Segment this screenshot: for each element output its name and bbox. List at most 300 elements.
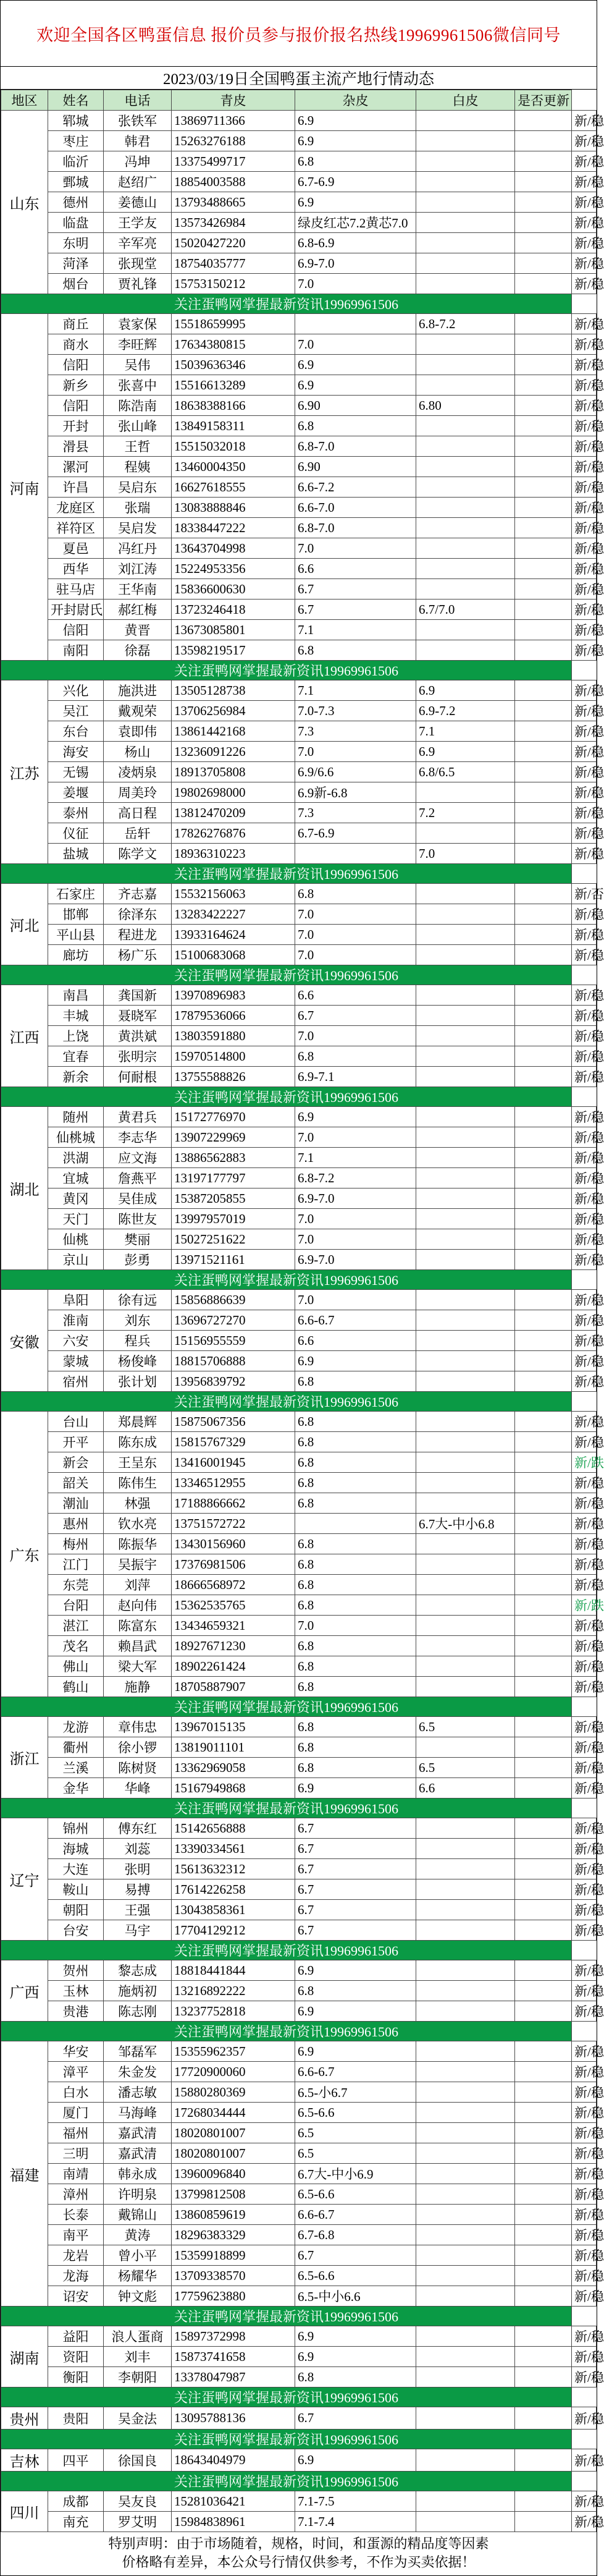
name-cell: 凌炳泉 [104,762,172,782]
mixed-shell-price-cell [416,192,515,213]
phone-cell: 15613632312 [172,1859,295,1879]
status-cell: 新/稳 [572,111,597,131]
green-shell-price-cell: 6.8 [295,1636,416,1656]
table-row [1,1514,597,1534]
green-shell-price-cell: 6.8 [295,1493,416,1514]
green-shell-price-cell: 6.8-7.2 [295,1168,416,1188]
white-shell-price-cell [515,1981,572,2001]
green-shell-price-cell: 6.5-6.6 [295,2266,416,2286]
white-shell-price-cell [515,1839,572,1859]
green-shell-price-cell: 6.8 [295,1758,416,1778]
status-cell: 新/稳 [572,1351,597,1371]
city-cell: 仪征 [48,823,104,844]
city-cell: 黄冈 [48,1188,104,1209]
name-cell: 施炳初 [104,1981,172,2001]
name-cell: 袁即伟 [104,721,172,742]
table-row [1,701,597,721]
green-shell-price-cell: 7.0 [295,1127,416,1148]
phone-cell: 13907229969 [172,1127,295,1148]
table-row [1,620,597,640]
mixed-shell-price-cell [416,884,515,904]
header-row [1,90,597,111]
table-row [1,1473,597,1493]
green-shell-price-cell: 6.7 [295,579,416,600]
white-shell-price-cell [515,1554,572,1575]
table-row [1,172,597,192]
white-shell-price-cell [515,782,572,803]
city-cell: 西华 [48,559,104,579]
white-shell-price-cell [515,1616,572,1636]
name-cell: 潘志敏 [104,2082,172,2103]
mixed-shell-price-cell [416,498,515,518]
city-cell: 南靖 [48,2164,104,2184]
phone-cell: 15355962357 [172,2041,295,2062]
green-shell-price-cell: 6.9新-6.8 [295,782,416,803]
status-cell: 新/稳 [572,2164,597,2184]
table-row [1,1310,597,1331]
status-cell: 新/稳 [572,2367,597,2387]
table-row [1,559,597,579]
status-cell: 新/稳 [572,1534,597,1554]
white-shell-price-cell [515,2347,572,2367]
status-cell: 新/稳 [572,274,597,294]
status-cell: 新/稳 [572,375,597,396]
name-cell: 高日程 [104,803,172,823]
phone-cell: 19802698000 [172,782,295,803]
mixed-shell-price-cell [416,334,515,355]
phone-cell: 13598219517 [172,640,295,661]
name-cell: 刘萍 [104,1575,172,1595]
table-row [1,2286,597,2307]
ad-banner-row [1,2430,597,2449]
green-shell-price-cell: 6.7 [295,1839,416,1859]
green-shell-price-cell: 6.8 [295,1575,416,1595]
name-cell: 吴佳成 [104,1188,172,1209]
phone-cell: 15532156063 [172,884,295,904]
mixed-shell-price-cell [416,2286,515,2307]
green-shell-price-cell: 7.1 [295,1148,416,1168]
mixed-shell-price-cell [416,2449,515,2472]
table-row [1,2512,597,2532]
name-cell: 吴振宇 [104,1554,172,1575]
city-cell: 宿州 [48,1371,104,1392]
white-shell-price-cell [515,131,572,151]
date-title: 2023/03/19日全国鸭蛋主流产地行情动态 [1,67,597,90]
price-table [1,90,604,2532]
name-cell: 周美玲 [104,782,172,803]
city-cell: 成都 [48,2491,104,2512]
header-region: 地区 [1,90,48,111]
name-cell: 杨广乐 [104,945,172,965]
status-cell: 新/稳 [572,396,597,416]
name-cell: 张明宗 [104,1046,172,1067]
region-cell: 江西 [1,985,48,1087]
city-cell: 惠州 [48,1514,104,1534]
table-row [1,1717,597,1737]
city-cell: 大连 [48,1859,104,1879]
green-shell-price-cell: 6.9 [295,1778,416,1799]
mixed-shell-price-cell [416,2326,515,2347]
status-cell: 新/稳 [572,1026,597,1046]
status-cell: 新/稳 [572,803,597,823]
green-shell-price-cell: 6.9 [295,131,416,151]
status-cell: 新/稳 [572,844,597,864]
white-shell-price-cell [515,985,572,1006]
phone-cell: 15753150212 [172,274,295,294]
city-cell: 衡阳 [48,2367,104,2387]
status-cell: 新/稳 [572,253,597,274]
name-cell: 张明 [104,1859,172,1879]
phone-cell: 13430156960 [172,1534,295,1554]
region-cell: 湖北 [1,1107,48,1270]
phone-cell: 13706256984 [172,701,295,721]
white-shell-price-cell [515,172,572,192]
white-shell-price-cell [515,1290,572,1310]
phone-cell: 18020801007 [172,2143,295,2164]
mixed-shell-price-cell [416,823,515,844]
phone-cell: 13886562883 [172,1148,295,1168]
table-row [1,1452,597,1473]
mixed-shell-price-cell: 6.8/6.5 [416,762,515,782]
green-shell-price-cell: 6.8 [295,1717,416,1737]
disclaimer-line-2: 价格略有差异，本公众号行情仅供参考，不作为买卖依据！ [122,2554,476,2570]
banner: 欢迎全国各区鸭蛋信息 报价员参与报价报名热线19969961506微信同号 [1,1,597,67]
ad-banner-row [1,1941,597,1960]
phone-cell: 13723246418 [172,600,295,620]
white-shell-price-cell [515,192,572,213]
header-mixed-shell: 杂皮 [295,90,416,111]
white-shell-price-cell [515,1127,572,1148]
ad-banner-row [1,2022,597,2041]
green-shell-price-cell: 6.7 [295,2245,416,2266]
mixed-shell-price-cell [416,111,515,131]
name-cell: 徐国良 [104,2449,172,2472]
white-shell-price-cell [515,2245,572,2266]
mixed-shell-price-cell [416,1250,515,1270]
phone-cell: 15359918899 [172,2245,295,2266]
city-cell: 南平 [48,2225,104,2245]
name-cell: 吴伟 [104,355,172,375]
green-shell-price-cell: 6.7 [295,1920,416,1941]
mixed-shell-price-cell [416,1981,515,2001]
status-cell: 新/稳 [572,1960,597,1981]
status-cell: 新/稳 [572,1006,597,1026]
table-row [1,1818,597,1839]
phone-cell: 15984838961 [172,2512,295,2532]
mixed-shell-price-cell [416,1148,515,1168]
name-cell: 冯红丹 [104,538,172,559]
status-cell: 新/稳 [572,1737,597,1758]
green-shell-price-cell: 6.5 [295,2123,416,2143]
name-cell: 姜德山 [104,192,172,213]
phone-cell: 18754035777 [172,253,295,274]
mixed-shell-price-cell [416,1006,515,1026]
phone-cell: 13860859619 [172,2205,295,2225]
city-cell: 华安 [48,2041,104,2062]
city-cell: 信阳 [48,396,104,416]
name-cell: 许明泉 [104,2184,172,2205]
city-cell: 厦门 [48,2103,104,2123]
name-cell: 聂晓军 [104,1006,172,1026]
white-shell-price-cell [515,2041,572,2062]
mixed-shell-price-cell [416,2001,515,2022]
green-shell-price-cell: 6.6-6.7 [295,1310,416,1331]
green-shell-price-cell: 6.8 [295,640,416,661]
white-shell-price-cell [515,1371,572,1392]
white-shell-price-cell [515,2286,572,2307]
city-cell: 诏安 [48,2286,104,2307]
name-cell: 张山峰 [104,416,172,436]
status-cell: 新/稳 [572,1575,597,1595]
city-cell: 商丘 [48,314,104,334]
green-shell-price-cell: 6.8 [295,1595,416,1616]
table-row [1,2449,597,2472]
green-shell-price-cell: 6.9-7.0 [295,253,416,274]
name-cell: 马海峰 [104,2103,172,2123]
phone-cell: 13970896983 [172,985,295,1006]
city-cell: 梅州 [48,1534,104,1554]
green-shell-price-cell: 6.8 [295,1473,416,1493]
phone-cell: 15815767329 [172,1432,295,1452]
green-shell-price-cell: 6.7-6.8 [295,2225,416,2245]
name-cell: 韩永成 [104,2164,172,2184]
status-cell: 新/稳 [572,1636,597,1656]
region-cell: 福建 [1,2041,48,2307]
white-shell-price-cell [515,2103,572,2123]
green-shell-price-cell [295,844,416,864]
status-cell: 新/稳 [572,2347,597,2367]
region-cell: 安徽 [1,1290,48,1392]
white-shell-price-cell [515,1452,572,1473]
green-shell-price-cell: 7.0 [295,742,416,762]
phone-cell: 13346512955 [172,1473,295,1493]
status-cell: 新/稳 [572,1412,597,1432]
green-shell-price-cell: 6.8 [295,1371,416,1392]
name-cell: 赖昌武 [104,1636,172,1656]
phone-cell: 15172776970 [172,1107,295,1127]
status-cell: 新/稳 [572,2286,597,2307]
green-shell-price-cell: 7.0 [295,945,416,965]
mixed-shell-price-cell [416,2143,515,2164]
white-shell-price-cell [515,1575,572,1595]
green-shell-price-cell: 6.9 [295,192,416,213]
status-cell: 新/稳 [572,1107,597,1127]
mixed-shell-price-cell: 6.5 [416,1758,515,1778]
table-row [1,1371,597,1392]
table-row [1,2062,597,2082]
name-cell: 陈东成 [104,1432,172,1452]
white-shell-price-cell [515,1737,572,1758]
phone-cell: 13390334561 [172,1839,295,1859]
status-cell: 新/稳 [572,1209,597,1229]
name-cell: 张铁军 [104,111,172,131]
city-cell: 天门 [48,1209,104,1229]
white-shell-price-cell [515,2143,572,2164]
green-shell-price-cell: 7.0 [295,925,416,945]
city-cell: 漳州 [48,2184,104,2205]
phone-cell: 18666568972 [172,1575,295,1595]
city-cell: 兰溪 [48,1758,104,1778]
table-row [1,1493,597,1514]
table-row [1,2184,597,2205]
ad-banner-row [1,1799,597,1818]
green-shell-price-cell: 6.8 [295,1534,416,1554]
city-cell: 鄄城 [48,172,104,192]
green-shell-price-cell: 6.9 [295,2001,416,2022]
green-shell-price-cell: 6.9 [295,355,416,375]
white-shell-price-cell [515,518,572,538]
status-cell: 新/稳 [572,2512,597,2532]
city-cell: 信阳 [48,620,104,640]
mixed-shell-price-cell [416,355,515,375]
table-row [1,1006,597,1026]
phone-cell: 17879536066 [172,1006,295,1026]
mixed-shell-price-cell [416,2225,515,2245]
green-shell-price-cell: 6.90 [295,396,416,416]
white-shell-price-cell [515,2266,572,2286]
name-cell: 黄晋 [104,620,172,640]
city-cell: 玉林 [48,1981,104,2001]
phone-cell: 13416001945 [172,1452,295,1473]
status-cell: 新/稳 [572,2062,597,2082]
green-shell-price-cell: 6.7 [295,600,416,620]
table-row [1,884,597,904]
phone-cell: 15020427220 [172,233,295,253]
white-shell-price-cell [515,477,572,498]
mixed-shell-price-cell [416,151,515,172]
city-cell: 白水 [48,2082,104,2103]
name-cell: 吴启发 [104,518,172,538]
phone-cell: 13378047987 [172,2367,295,2387]
mixed-shell-price-cell [416,2062,515,2082]
phone-cell: 13095788136 [172,2407,295,2430]
white-shell-price-cell [515,111,572,131]
white-shell-price-cell [515,1859,572,1879]
white-shell-price-cell [515,1331,572,1351]
city-cell: 福州 [48,2123,104,2143]
phone-cell: 18705887907 [172,1677,295,1697]
city-cell: 宜春 [48,1046,104,1067]
mixed-shell-price-cell [416,1026,515,1046]
name-cell: 华峰 [104,1778,172,1799]
name-cell: 吴启东 [104,477,172,498]
city-cell: 开平 [48,1432,104,1452]
name-cell: 岳轩 [104,823,172,844]
phone-cell: 15281036421 [172,2491,295,2512]
name-cell: 张计划 [104,1371,172,1392]
city-cell: 三明 [48,2143,104,2164]
status-cell: 新/稳 [572,680,597,701]
status-cell: 新/稳 [572,334,597,355]
city-cell: 洪湖 [48,1148,104,1168]
mixed-shell-price-cell [416,2491,515,2512]
table-row [1,1229,597,1250]
ad-banner-row [1,294,597,314]
table-row [1,192,597,213]
name-cell: 傅东红 [104,1818,172,1839]
mixed-shell-price-cell [416,1473,515,1493]
green-shell-price-cell: 6.7 [295,1818,416,1839]
white-shell-price-cell [515,416,572,436]
mixed-shell-price-cell: 6.9 [416,742,515,762]
status-cell: 新/稳 [572,457,597,477]
table-row [1,1127,597,1148]
region-cell: 广西 [1,1960,48,2022]
white-shell-price-cell [515,1514,572,1534]
ad-banner-row [1,1087,597,1107]
mixed-shell-price-cell [416,2512,515,2532]
city-cell: 祥符区 [48,518,104,538]
mixed-shell-price-cell [416,1960,515,1981]
status-cell: 新/稳 [572,1432,597,1452]
status-cell: 新/稳 [572,518,597,538]
mixed-shell-price-cell [416,233,515,253]
table-row [1,355,597,375]
green-shell-price-cell: 7.3 [295,803,416,823]
city-cell: 兴化 [48,680,104,701]
ad-banner-text: 关注蛋鸭网掌握最新资讯19969961506 [1,2387,572,2407]
white-shell-price-cell [515,1188,572,1209]
green-shell-price-cell [295,314,416,334]
table-row [1,2001,597,2022]
name-cell: 陈伟生 [104,1473,172,1493]
green-shell-price-cell: 6.8 [295,2367,416,2387]
green-shell-price-cell: 6.5-6.6 [295,2184,416,2205]
name-cell: 陈振华 [104,1534,172,1554]
name-cell: 刘丰 [104,2347,172,2367]
city-cell: 益阳 [48,2326,104,2347]
green-shell-price-cell: 6.8 [295,1432,416,1452]
green-shell-price-cell: 6.8 [295,1554,416,1575]
name-cell: 徐小锣 [104,1737,172,1758]
mixed-shell-price-cell [416,1677,515,1697]
status-cell: 新/稳 [572,538,597,559]
phone-cell: 17826276876 [172,823,295,844]
phone-cell: 18638388166 [172,396,295,416]
status-cell: 新/稳 [572,1067,597,1087]
name-cell: 程姨 [104,457,172,477]
green-shell-price-cell: 7.3 [295,721,416,742]
city-cell: 漯河 [48,457,104,477]
phone-cell: 13971521161 [172,1250,295,1270]
table-row [1,2367,597,2387]
green-shell-price-cell: 6.6-7.0 [295,498,416,518]
status-cell: 新/稳 [572,131,597,151]
table-row [1,1209,597,1229]
status-cell: 新/稳 [572,2103,597,2123]
phone-cell: 15970514800 [172,1046,295,1067]
white-shell-price-cell [515,721,572,742]
city-cell: 廊坊 [48,945,104,965]
green-shell-price-cell: 6.7-6.9 [295,172,416,192]
city-cell: 烟台 [48,274,104,294]
ad-banner-text: 关注蛋鸭网掌握最新资讯19969961506 [1,1270,572,1290]
ad-banner-row [1,2472,597,2491]
phone-cell: 15515032018 [172,436,295,457]
region-cell: 吉林 [1,2449,48,2472]
region-cell: 贵州 [1,2407,48,2430]
phone-cell: 13709338570 [172,2266,295,2286]
green-shell-price-cell: 7.0 [295,1209,416,1229]
status-cell: 新/稳 [572,701,597,721]
mixed-shell-price-cell [416,518,515,538]
phone-cell: 13849158311 [172,416,295,436]
name-cell: 嘉武清 [104,2123,172,2143]
city-cell: 潮汕 [48,1493,104,1514]
white-shell-price-cell [515,2326,572,2347]
phone-cell: 13997957019 [172,1209,295,1229]
white-shell-price-cell [515,436,572,457]
